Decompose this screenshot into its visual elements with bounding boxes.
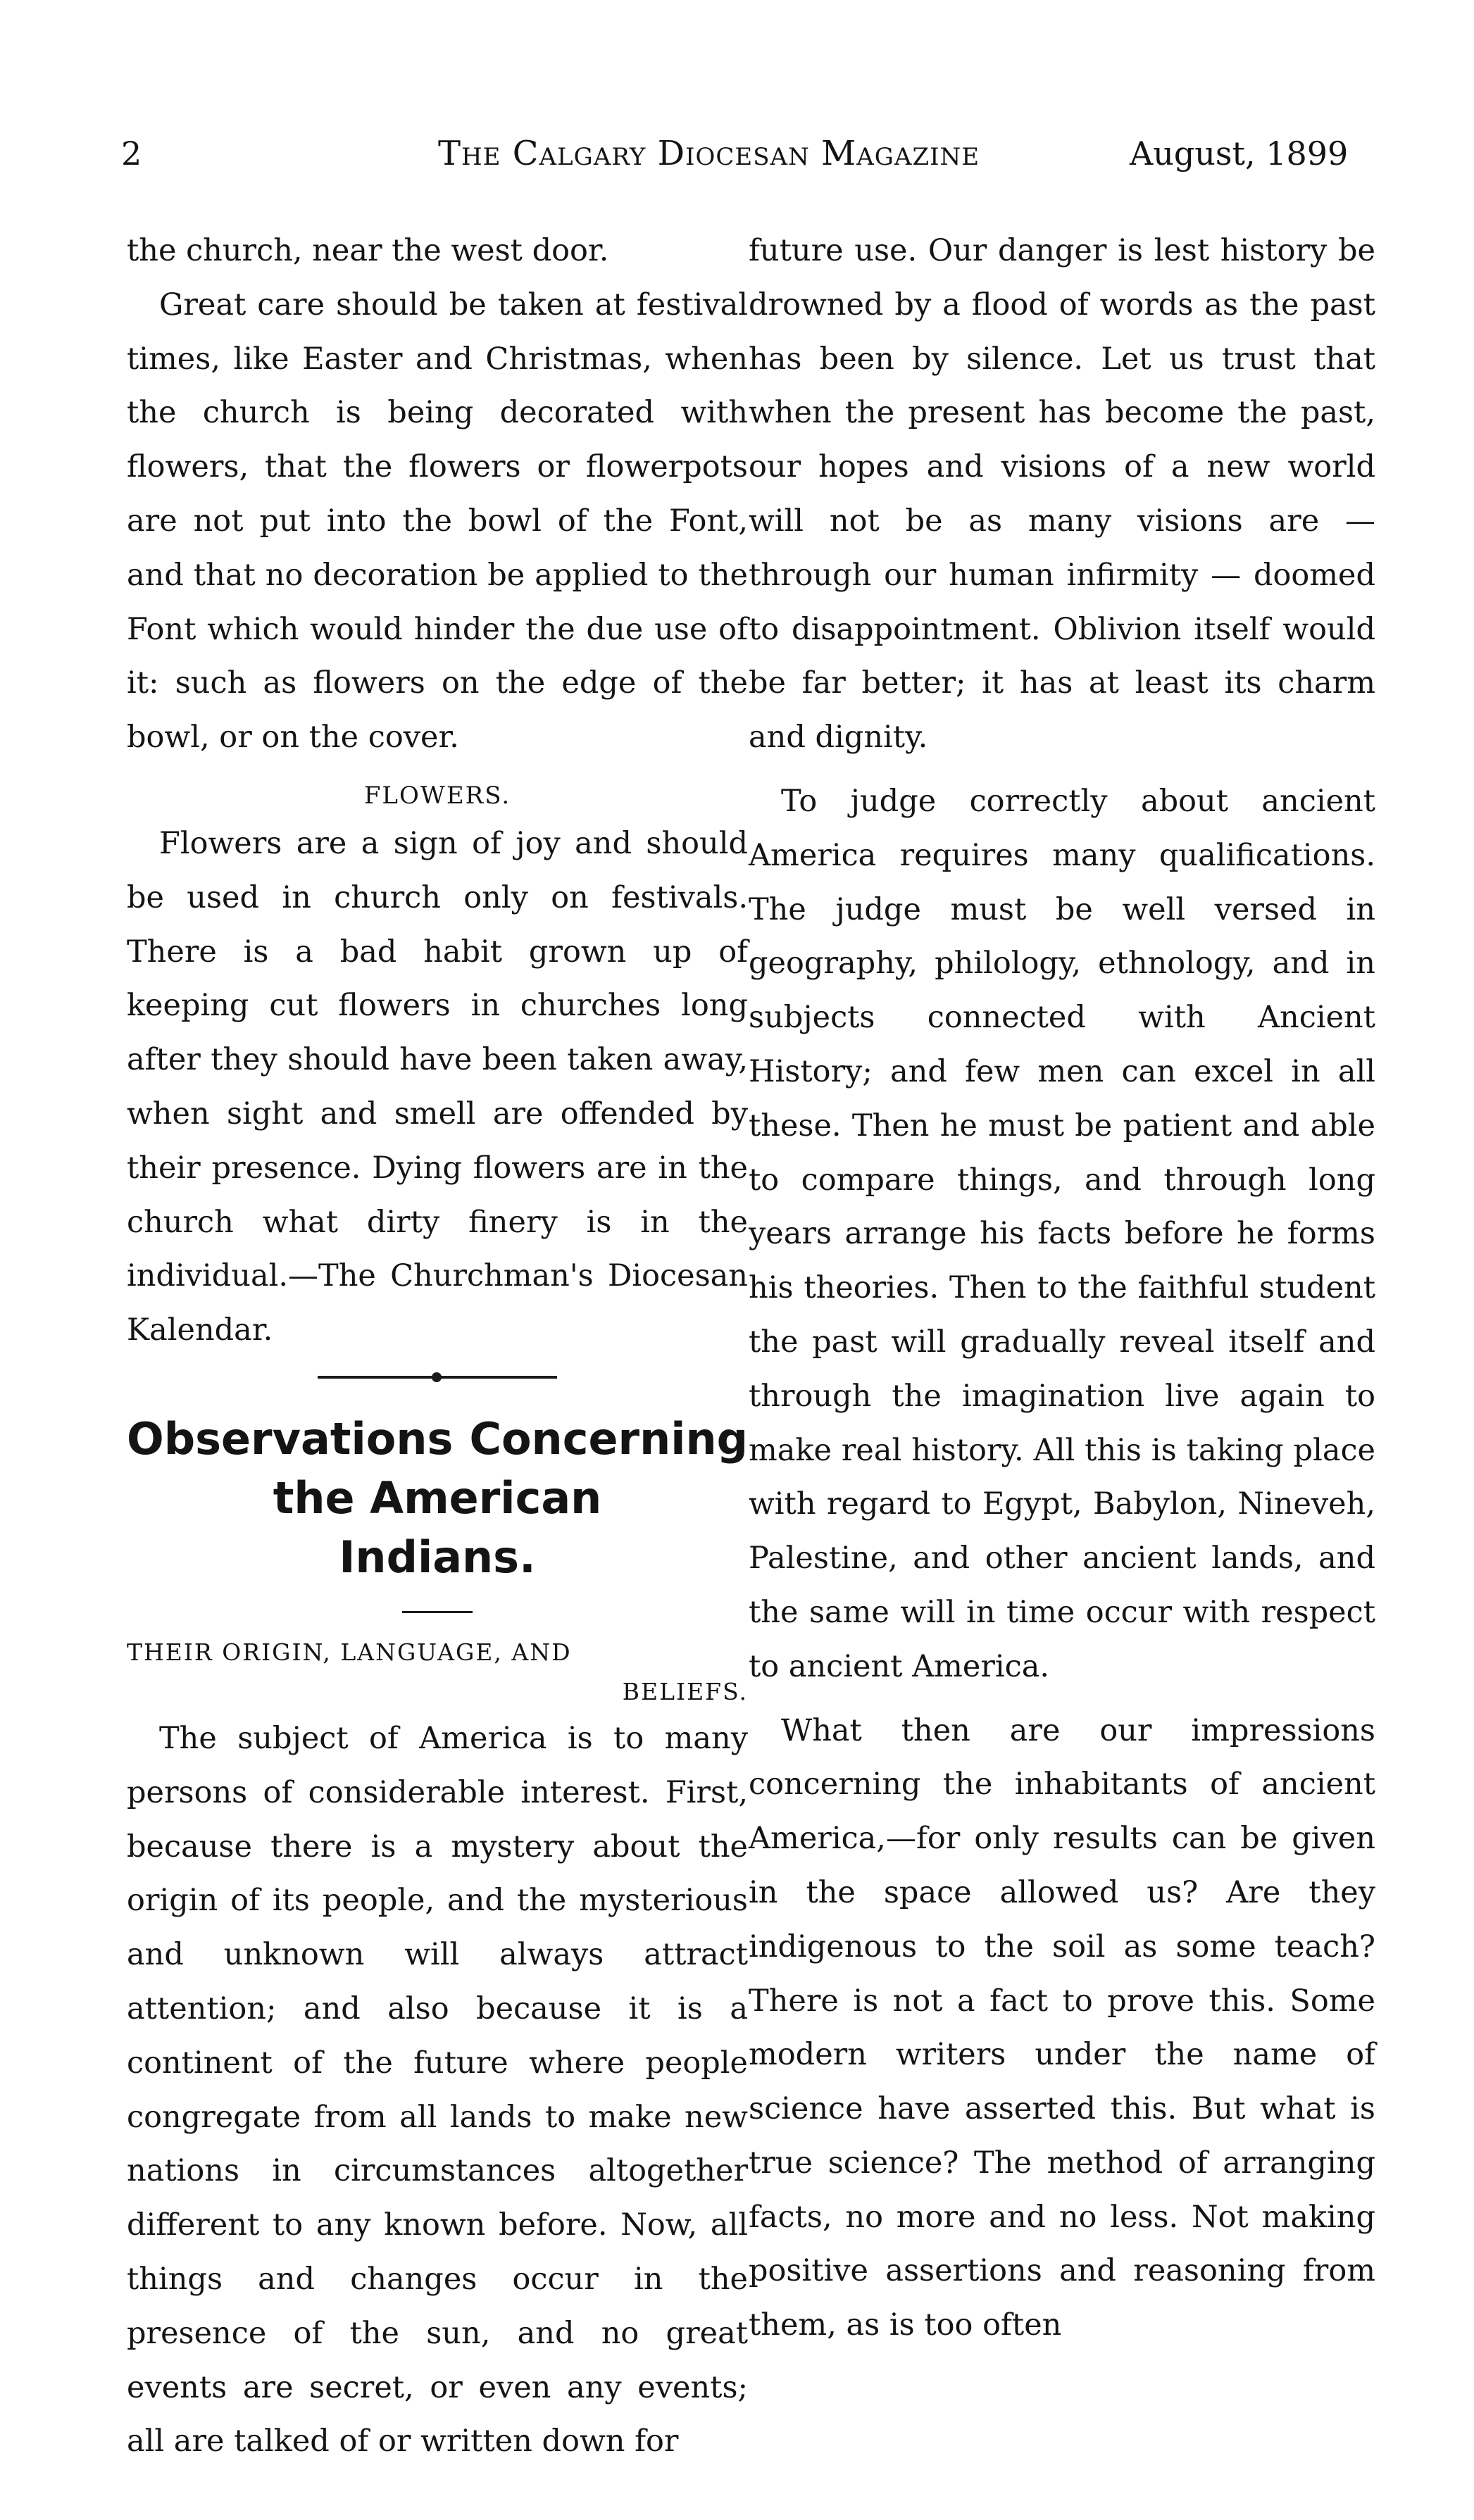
paragraph: Flowers are a sign of joy and should be used in church only on festivals. There is a bad habit grown up of keeping cut flowers in churches long after they should have been taken away, when sight and smell are offended by their presence. Dying flowers are in the church what dirty finery is in the individual.—The Churchman's Diocesan Kalendar. [127, 825, 748, 1348]
ornamental-rule [318, 1376, 557, 1379]
right-column [749, 224, 1375, 2352]
paragraph: To judge correctly about ancient America requires many qualifications. The judge must be well versed in geography, philology, ethnology, and in subjects connected with Ancient History; and few men can excel in all these. Then he must be patient and able to compare things, and through long years arrange his facts before he forms his theories. Then to the faithful student the past will gradually reveal itself and through the imagination live again to make real history. All this is taking place with regard to Egypt, Babylon, Nineveh, Palestine, and other ancient lands, and the same will in time occur with respect to ancient America. [749, 783, 1375, 1684]
article-title-line: the American [273, 1472, 602, 1524]
paragraph: Great care should be taken at festival times, like Easter and Christmas, when the church is being decorated with flowers, that the flowers or flowerpots are not put into the bowl of the Font, and that no decoration be applied to the Font which would hinder the due use of it: such as flowers on the edge of the bowl, or on the cover. [127, 287, 748, 756]
running-title: The Calgary Diocesan Magazine [438, 134, 980, 173]
section-heading: FLOWERS. [363, 781, 511, 810]
paragraph: What then are our impressions concerning the inhabitants of ancient America,—for only results can be given in the space allowed us? Are they indigenous to the soil as some teach? There is not a fact to prove this. Some modern writers under the name of science have asserted this. But what is true science? The method of arranging facts, no more and no less. Not making positive assertions and reasoning from them, as is too often [749, 1712, 1375, 2343]
article-subheading [127, 1633, 748, 1712]
left-column [127, 224, 748, 2469]
issue-date: August, 1899 [1130, 134, 1349, 173]
paragraph: The subject of America is to many persons of considerable interest. First, because there is a mystery about the origin of its people, and the mysterious and unknown will always attract attention; and also because it is a continent of the future where people congregate from all lands to make new nations in circumstances altogether different to any known before. Now, all things and changes occur in the presence of the sun, and no great events are secret, or even any events; all are talked of or written down for [127, 1720, 748, 2459]
paragraph: the church, near the west door. [127, 233, 609, 268]
article-title-line: Indians. [339, 1531, 536, 1583]
rule-dot [432, 1372, 442, 1382]
divider [402, 1611, 473, 1613]
subheading-line: BELIEFS. [622, 1677, 748, 1705]
article-title [127, 1410, 748, 1587]
subheading-line: THEIR ORIGIN, LANGUAGE, AND [127, 1638, 572, 1666]
paragraph: future use. Our danger is lest history be drowned by a flood of words as the past has been by silence. Let us trust that when the present has become the past, our hopes and visions of a new world will not be as many visions are — through our human infirmity — doomed to disappointment. Oblivion itself would be far better; it has at least its charm and dignity. [749, 233, 1375, 756]
article-title-line: Observations Concerning [127, 1412, 748, 1465]
page-number: 2 [121, 134, 142, 173]
